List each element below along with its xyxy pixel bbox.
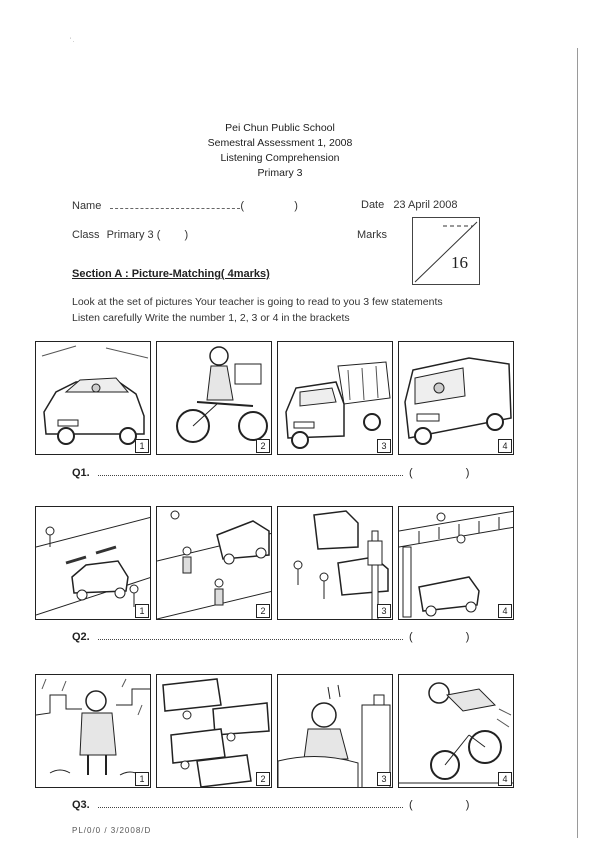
q1-picture-1[interactable] bbox=[35, 341, 151, 455]
picture-number: 4 bbox=[498, 772, 512, 786]
rain-icon bbox=[36, 675, 151, 788]
page-edge-rule bbox=[577, 48, 578, 838]
q2-picture-row bbox=[35, 506, 514, 620]
q1-picture-4[interactable] bbox=[398, 341, 514, 455]
date-row bbox=[361, 199, 458, 211]
overhead-bridge-icon bbox=[399, 507, 514, 620]
name-number-field[interactable] bbox=[247, 200, 291, 209]
level-name: Primary 3 bbox=[257, 167, 303, 179]
q1-picture-3[interactable] bbox=[277, 341, 393, 455]
picture-number: 2 bbox=[256, 604, 270, 618]
q1-picture-row bbox=[35, 341, 514, 455]
road-crossing-icon bbox=[36, 507, 151, 620]
q2-answer-line bbox=[72, 631, 469, 643]
q2-picture-1[interactable] bbox=[35, 506, 151, 620]
marks-box bbox=[412, 217, 480, 285]
waking-up-icon bbox=[278, 675, 393, 788]
picture-number: 3 bbox=[377, 604, 391, 618]
scan-noise: ' . bbox=[70, 38, 75, 44]
q3-picture-1[interactable] bbox=[35, 674, 151, 788]
picture-number: 4 bbox=[498, 604, 512, 618]
traffic-jam-icon bbox=[157, 675, 272, 788]
picture-number: 2 bbox=[256, 439, 270, 453]
q1-bracket-close: ) bbox=[465, 467, 470, 479]
document-header bbox=[185, 121, 375, 181]
q3-picture-3[interactable] bbox=[277, 674, 393, 788]
class-paren-close: ) bbox=[184, 229, 189, 241]
q2-label: Q2. bbox=[72, 631, 90, 643]
q1-dotted-line bbox=[98, 467, 403, 476]
class-label: Class bbox=[72, 229, 100, 241]
q1-picture-2[interactable] bbox=[156, 341, 272, 455]
name-row bbox=[72, 199, 298, 212]
q3-dotted-line bbox=[98, 799, 403, 808]
bicycle-fall-icon bbox=[399, 675, 514, 788]
name-paren-open: ( bbox=[240, 200, 245, 212]
date-value: 23 April 2008 bbox=[393, 199, 458, 211]
exam-name: Semestral Assessment 1, 2008 bbox=[207, 137, 353, 149]
van-icon bbox=[399, 342, 514, 455]
picture-number: 3 bbox=[377, 439, 391, 453]
class-row bbox=[72, 229, 188, 241]
name-field[interactable] bbox=[110, 199, 240, 209]
section-title: Section A : Picture-Matching( 4marks) bbox=[72, 268, 270, 280]
q2-bracket-open: ( bbox=[409, 631, 413, 643]
q2-picture-4[interactable] bbox=[398, 506, 514, 620]
marks-total: 16 bbox=[451, 253, 468, 272]
q3-bracket-open: ( bbox=[409, 799, 413, 811]
footer-reference: PL/0/0 / 3/2008/D bbox=[72, 826, 152, 835]
paper-name: Listening Comprehension bbox=[220, 152, 340, 164]
marks-label: Marks bbox=[357, 229, 387, 241]
class-number-field[interactable] bbox=[163, 229, 181, 238]
traffic-light-icon bbox=[278, 507, 393, 620]
q3-bracket-close: ) bbox=[465, 799, 470, 811]
picture-number: 1 bbox=[135, 772, 149, 786]
school-name: Pei Chun Public School bbox=[225, 122, 335, 134]
q1-label: Q1. bbox=[72, 467, 90, 479]
car-icon bbox=[36, 342, 151, 455]
pickup-truck-icon bbox=[278, 342, 393, 455]
q2-picture-2[interactable] bbox=[156, 506, 272, 620]
picture-number: 1 bbox=[135, 439, 149, 453]
picture-number: 2 bbox=[256, 772, 270, 786]
q2-dotted-line bbox=[98, 631, 403, 640]
q3-answer-line bbox=[72, 799, 469, 811]
motorcycle-icon bbox=[157, 342, 272, 455]
q3-label: Q3. bbox=[72, 799, 90, 811]
q3-picture-2[interactable] bbox=[156, 674, 272, 788]
picture-number: 1 bbox=[135, 604, 149, 618]
name-label: Name bbox=[72, 200, 102, 212]
q2-picture-3[interactable] bbox=[277, 506, 393, 620]
picture-number: 3 bbox=[377, 772, 391, 786]
marks-diagonal-icon bbox=[413, 218, 479, 284]
q1-answer-line bbox=[72, 467, 469, 479]
picture-number: 4 bbox=[498, 439, 512, 453]
q2-bracket-close: ) bbox=[465, 631, 470, 643]
instructions: Look at the set of pictures Your teacher is going to read to you 3 few statements Listen carefully Write the number 1, 2, 3 or 4 in the brackets bbox=[72, 296, 443, 324]
class-value: Primary 3 ( bbox=[106, 229, 161, 241]
q3-picture-4[interactable] bbox=[398, 674, 514, 788]
date-label: Date bbox=[361, 199, 385, 211]
q1-bracket-open: ( bbox=[409, 467, 413, 479]
zebra-crossing-icon bbox=[157, 507, 272, 620]
q3-picture-row bbox=[35, 674, 514, 788]
name-paren-close: ) bbox=[294, 200, 298, 212]
